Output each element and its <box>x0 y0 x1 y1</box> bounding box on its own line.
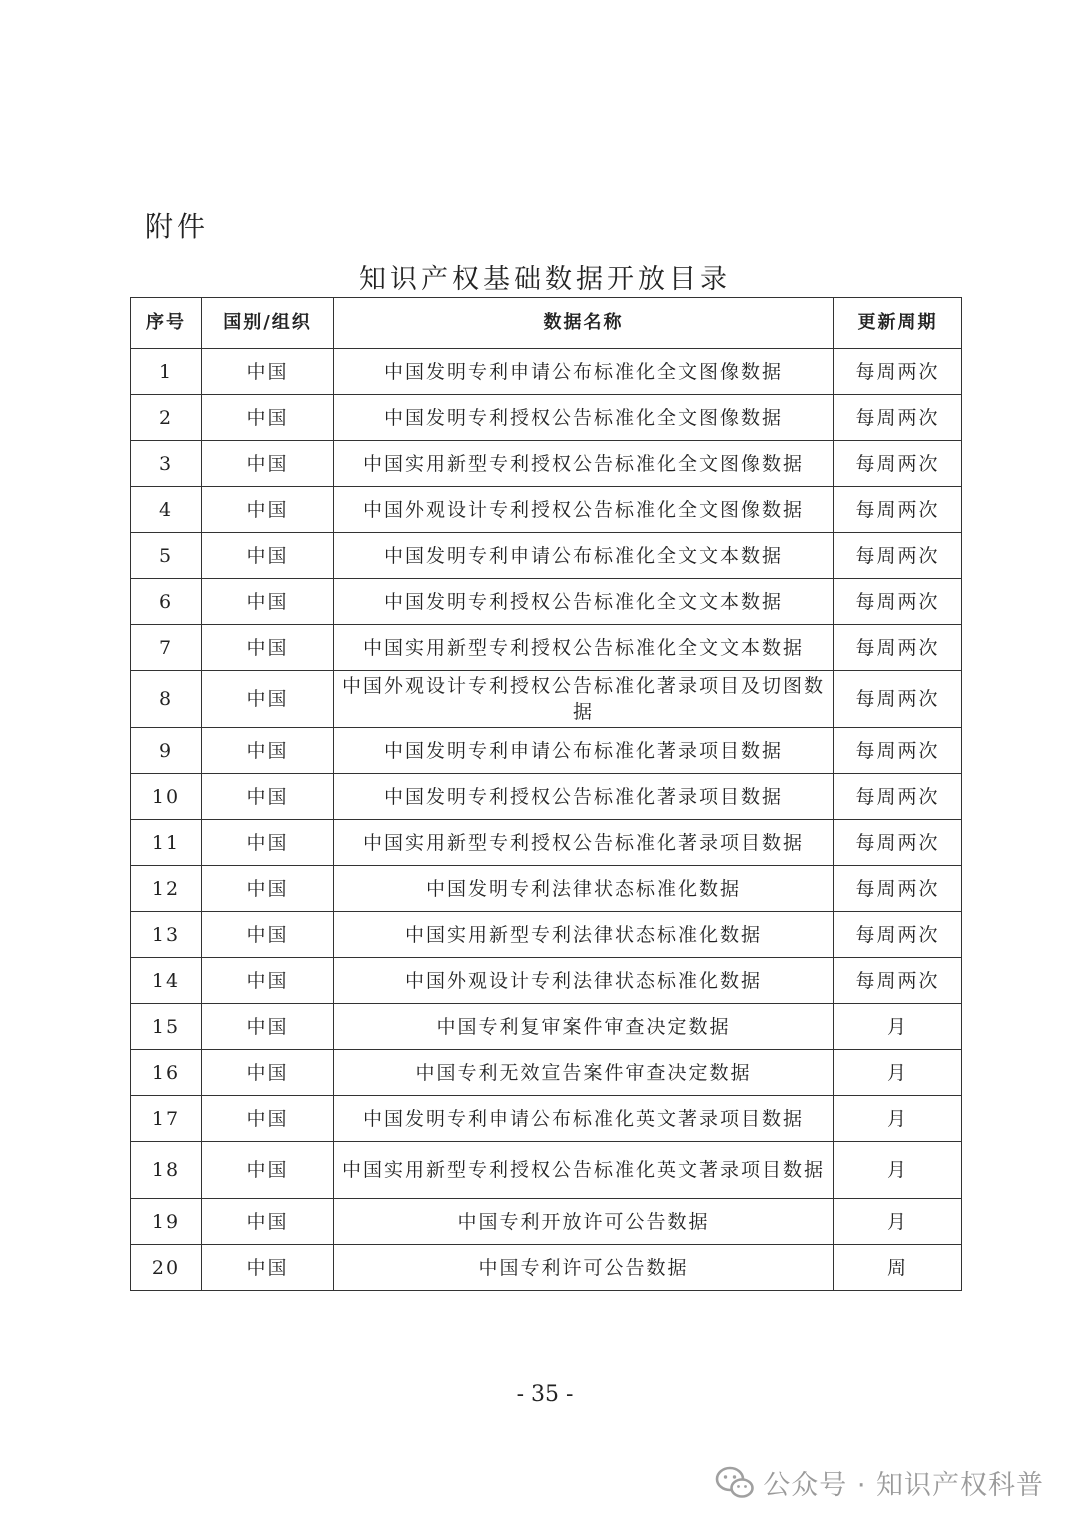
cell-index: 14 <box>131 958 202 1004</box>
cell-index: 10 <box>131 774 202 820</box>
cell-update-cycle: 每周两次 <box>834 866 962 912</box>
cell-index: 9 <box>131 728 202 774</box>
cell-data-name: 中国专利复审案件审查决定数据 <box>334 1004 834 1050</box>
cell-data-name: 中国外观设计专利法律状态标准化数据 <box>334 958 834 1004</box>
cell-update-cycle: 每周两次 <box>834 625 962 671</box>
cell-index: 8 <box>131 671 202 728</box>
cell-country: 中国 <box>202 1004 334 1050</box>
attachment-label: 附件 <box>145 210 210 243</box>
table-row <box>131 1096 962 1142</box>
table-row <box>131 625 962 671</box>
header-index: 序号 <box>131 298 202 349</box>
cell-index: 11 <box>131 820 202 866</box>
cell-update-cycle: 月 <box>834 1050 962 1096</box>
cell-update-cycle: 每周两次 <box>834 820 962 866</box>
table-row <box>131 533 962 579</box>
cell-update-cycle: 每周两次 <box>834 671 962 728</box>
cell-data-name: 中国实用新型专利法律状态标准化数据 <box>334 912 834 958</box>
table-row <box>131 579 962 625</box>
cell-index: 12 <box>131 866 202 912</box>
cell-data-name: 中国实用新型专利授权公告标准化全文文本数据 <box>334 625 834 671</box>
cell-update-cycle: 月 <box>834 1004 962 1050</box>
cell-index: 17 <box>131 1096 202 1142</box>
cell-update-cycle: 周 <box>834 1245 962 1291</box>
cell-country: 中国 <box>202 487 334 533</box>
cell-country: 中国 <box>202 774 334 820</box>
cell-data-name: 中国发明专利申请公布标准化英文著录项目数据 <box>334 1096 834 1142</box>
header-country: 国别/组织 <box>202 298 334 349</box>
cell-index: 19 <box>131 1199 202 1245</box>
document-title: 知识产权基础数据开放目录 <box>359 264 731 295</box>
cell-country: 中国 <box>202 728 334 774</box>
table-row <box>131 349 962 395</box>
table-row <box>131 395 962 441</box>
cell-update-cycle: 每周两次 <box>834 533 962 579</box>
cell-data-name: 中国发明专利申请公布标准化全文文本数据 <box>334 533 834 579</box>
cell-data-name: 中国外观设计专利授权公告标准化著录项目及切图数据 <box>334 671 834 728</box>
cell-country: 中国 <box>202 671 334 728</box>
cell-update-cycle: 每周两次 <box>834 395 962 441</box>
cell-index: 6 <box>131 579 202 625</box>
cell-index: 18 <box>131 1142 202 1199</box>
table-row <box>131 671 962 728</box>
cell-data-name: 中国专利开放许可公告数据 <box>334 1199 834 1245</box>
header-update-cycle: 更新周期 <box>834 298 962 349</box>
cell-update-cycle: 每周两次 <box>834 958 962 1004</box>
cell-update-cycle: 每周两次 <box>834 912 962 958</box>
table-row <box>131 1050 962 1096</box>
cell-update-cycle: 月 <box>834 1199 962 1245</box>
table-body <box>131 349 962 1291</box>
table-row <box>131 728 962 774</box>
table-row <box>131 1142 962 1199</box>
table-row <box>131 866 962 912</box>
cell-update-cycle: 月 <box>834 1142 962 1199</box>
cell-country: 中国 <box>202 395 334 441</box>
cell-country: 中国 <box>202 625 334 671</box>
cell-data-name: 中国实用新型专利授权公告标准化著录项目数据 <box>334 820 834 866</box>
cell-data-name: 中国发明专利授权公告标准化著录项目数据 <box>334 774 834 820</box>
cell-data-name: 中国专利无效宣告案件审查决定数据 <box>334 1050 834 1096</box>
cell-country: 中国 <box>202 1199 334 1245</box>
cell-data-name: 中国外观设计专利授权公告标准化全文图像数据 <box>334 487 834 533</box>
cell-country: 中国 <box>202 866 334 912</box>
cell-index: 4 <box>131 487 202 533</box>
cell-index: 1 <box>131 349 202 395</box>
cell-update-cycle: 每周两次 <box>834 349 962 395</box>
table-row <box>131 774 962 820</box>
cell-country: 中国 <box>202 533 334 579</box>
page-number: - 35 - <box>516 1382 574 1407</box>
wechat-icon <box>715 1466 755 1500</box>
cell-data-name: 中国实用新型专利授权公告标准化英文著录项目数据 <box>334 1142 834 1199</box>
cell-data-name: 中国发明专利申请公布标准化著录项目数据 <box>334 728 834 774</box>
table-row <box>131 487 962 533</box>
cell-data-name: 中国发明专利法律状态标准化数据 <box>334 866 834 912</box>
cell-index: 2 <box>131 395 202 441</box>
cell-data-name: 中国发明专利授权公告标准化全文图像数据 <box>334 395 834 441</box>
table-row <box>131 820 962 866</box>
cell-update-cycle: 每周两次 <box>834 774 962 820</box>
cell-data-name: 中国发明专利授权公告标准化全文文本数据 <box>334 579 834 625</box>
table-row <box>131 1199 962 1245</box>
watermark-text: 公众号 · 知识产权科普 <box>763 1470 1044 1501</box>
cell-update-cycle: 月 <box>834 1096 962 1142</box>
cell-country: 中国 <box>202 1096 334 1142</box>
cell-index: 15 <box>131 1004 202 1050</box>
cell-index: 20 <box>131 1245 202 1291</box>
header-data-name: 数据名称 <box>334 298 834 349</box>
cell-index: 13 <box>131 912 202 958</box>
cell-country: 中国 <box>202 579 334 625</box>
cell-country: 中国 <box>202 1050 334 1096</box>
watermark <box>715 1463 1044 1502</box>
cell-data-name: 中国专利许可公告数据 <box>334 1245 834 1291</box>
cell-update-cycle: 每周两次 <box>834 487 962 533</box>
cell-index: 3 <box>131 441 202 487</box>
cell-country: 中国 <box>202 441 334 487</box>
cell-country: 中国 <box>202 1142 334 1199</box>
catalog-table <box>130 297 962 1291</box>
cell-country: 中国 <box>202 958 334 1004</box>
cell-index: 5 <box>131 533 202 579</box>
cell-index: 16 <box>131 1050 202 1096</box>
cell-country: 中国 <box>202 820 334 866</box>
cell-update-cycle: 每周两次 <box>834 441 962 487</box>
cell-update-cycle: 每周两次 <box>834 579 962 625</box>
cell-update-cycle: 每周两次 <box>834 728 962 774</box>
cell-data-name: 中国实用新型专利授权公告标准化全文图像数据 <box>334 441 834 487</box>
table-row <box>131 1245 962 1291</box>
cell-index: 7 <box>131 625 202 671</box>
table-row <box>131 1004 962 1050</box>
cell-country: 中国 <box>202 912 334 958</box>
table-header-row <box>131 298 962 349</box>
cell-country: 中国 <box>202 1245 334 1291</box>
table-row <box>131 441 962 487</box>
table-row <box>131 958 962 1004</box>
table-row <box>131 912 962 958</box>
cell-data-name: 中国发明专利申请公布标准化全文图像数据 <box>334 349 834 395</box>
cell-country: 中国 <box>202 349 334 395</box>
